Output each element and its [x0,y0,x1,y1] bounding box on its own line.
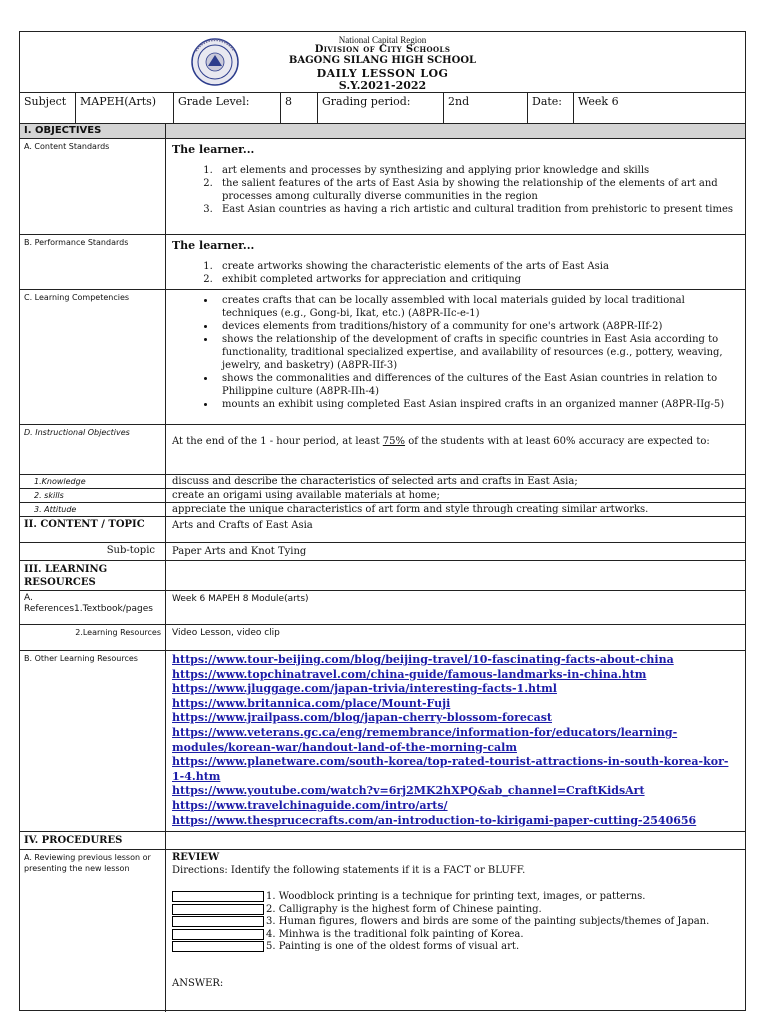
subtopic-row [20,543,745,561]
list-item: • creates crafts that can be locally assembled with local materials guided by local traditional techniques (e.g., Gong-bi, Ikat, etc.) (A8PR-IIc-e-1) [216,294,739,320]
date-value: Week 6 [578,95,619,108]
procedures-heading-row [20,832,745,850]
learning-competencies-list [172,294,739,411]
learning-materials-label: 2.Learning Resources [20,625,166,650]
list-item: • devices elements from traditions/history of a community for one's artwork (A8PR-IIf-2) [216,320,739,333]
content-standards-intro: The learner... [172,143,255,156]
instructional-objectives-text [166,425,745,474]
review-statement-2 [172,904,739,917]
learning-resources-heading: III. LEARNING RESOURCES [20,561,166,590]
statement-text: 2. Calligraphy is the highest form of Chinese painting. [266,903,542,915]
document-title: DAILY LESSON LOG [316,67,449,80]
resource-link[interactable]: https://www.travelchinaguide.com/intro/arts/ [172,798,448,812]
resource-link[interactable]: https://www.youtube.com/watch?v=6rj2MK2hXPQ&ab_channel=CraftKidsArt [172,784,645,798]
knowledge-label: 1.Knowledge [20,475,166,488]
content-topic-label: II. CONTENT / TOPIC [20,517,166,542]
resource-link[interactable]: https://www.britannica.com/place/Mount-Fuji [172,696,451,710]
skills-row [20,489,745,503]
review-cell [166,850,745,1012]
instructional-percent: 75% [382,436,406,447]
attitude-row [20,503,745,517]
list-item: • shows the commonalities and differences of the cultures of the East Asian countries in relation to Philippine culture (A8PR-IIh-4) [216,372,739,398]
learning-materials-value: Video Lesson, video clip [172,628,280,638]
period-value: 2nd [444,93,528,123]
performance-standards-cell [166,235,745,289]
objectives-heading-blank [166,124,745,138]
resource-link[interactable]: https://www.veterans.gc.ca/eng/remembrance/information-for/educators/learning-modules/korean-war/handout-land-of-the-morning-calm [172,725,678,754]
knowledge-row [20,475,745,489]
list-item: 3. East Asian countries as having a rich artistic and cultural tradition from prehistoric to present times [216,203,739,216]
answer-blank[interactable] [172,941,264,952]
objectives-heading: I. OBJECTIVES [20,124,166,138]
list-item: 1. art elements and processes by synthesizing and applying prior knowledge and skills [216,164,739,177]
learning-resources-blank [166,561,745,590]
region-label: National Capital Region [338,35,427,45]
division-label: Division of City Schools [314,44,451,55]
other-resources-links [166,651,745,831]
review-statement-4 [172,929,739,942]
document-header [20,32,745,92]
answer-blank[interactable] [172,929,264,940]
instructional-objectives-row [20,425,745,475]
statement-text: 4. Minhwa is the traditional folk painting of Korea. [266,928,524,940]
learning-resources-heading-row [20,561,745,591]
references-row [20,591,745,625]
school-name: BAGONG SILANG HIGH SCHOOL [288,55,477,66]
statement-text: 1. Woodblock printing is a technique for printing text, images, or patterns. [266,891,646,902]
answer-blank[interactable] [172,891,264,902]
procedures-heading-blank [166,832,745,849]
statement-text: 5. Painting is one of the oldest forms of visual art. [266,941,520,952]
procedures-heading: IV. PROCEDURES [20,832,166,849]
learning-competencies-label: C. Learning Competencies [20,290,166,424]
subtopic-label: Sub-topic [20,543,166,560]
list-item: 1. create artworks showing the characteristic elements of the arts of East Asia [216,260,739,273]
content-standards-cell [166,139,745,234]
list-item: 2. the salient features of the arts of East Asia by showing the relationship of the elements of art and processes among culturally diverse communities in the region [216,177,739,203]
resource-link[interactable]: https://www.topchinatravel.com/china-guide/famous-landmarks-in-china.htm [172,667,647,681]
skills-text: create an origami using available materials at home; [172,490,440,501]
date-label: Date: [528,93,574,123]
content-topic-value: Arts and Crafts of East Asia [172,520,313,531]
knowledge-text: discuss and describe the characteristics of selected arts and crafts in East Asia; [172,476,578,487]
performance-standards-label: B. Performance Standards [20,235,166,289]
instructional-text-after: of the students with at least 60% accuracy are expected to: [405,436,710,447]
list-item: 2. exhibit completed artworks for appreciation and critiquing [216,273,739,286]
info-row [20,92,745,124]
list-item: • mounts an exhibit using completed East Asian inspired crafts in an organized manner (A8PR-IIg-5) [216,398,739,411]
period-label: Grading period: [318,93,444,123]
school-year: S.Y.2021-2022 [338,79,427,92]
performance-standards-intro: The learner... [172,239,255,252]
references-value: Week 6 MAPEH 8 Module(arts) [172,594,309,604]
objectives-heading-row [20,124,745,139]
resource-link[interactable]: https://www.jluggage.com/japan-trivia/interesting-facts-1.html [172,682,557,696]
review-row [20,850,745,1012]
content-standards-label: A. Content Standards [20,139,166,234]
subject-label: Subject [20,93,76,123]
subject-value: MAPEH(Arts) [76,93,174,123]
content-standards-row [20,139,745,235]
learning-materials-row [20,625,745,651]
resource-link[interactable]: https://www.planetware.com/south-korea/top-rated-tourist-attractions-in-south-korea-kor-1-4.htm [172,755,729,783]
answer-blank[interactable] [172,916,264,927]
attitude-text: appreciate the unique characteristics of art form and style through creating similar artworks. [172,504,649,515]
grade-value: 8 [281,93,318,123]
instructional-objectives-label: D. Instructional Objectives [20,425,166,474]
review-title: REVIEW [172,852,220,863]
content-topic-row [20,517,745,543]
grade-label: Grade Level: [174,93,281,123]
review-directions: Directions: Identify the following statements if it is a FACT or BLUFF. [172,864,526,876]
content-standards-list [172,164,739,216]
resource-link[interactable]: https://www.thespruсecrafts.com/an-introduction-to-kirigami-paper-cutting-2540656 [172,813,697,827]
resource-link[interactable]: https://www.tour-beijing.com/blog/beijing-travel/10-fascinating-facts-about-china [172,653,674,666]
lesson-log-page [19,31,746,1011]
answer-label: ANSWER: [172,977,224,989]
learning-competencies-cell [166,290,745,424]
performance-standards-row [20,235,745,290]
performance-standards-list [172,260,739,286]
other-resources-label: B. Other Learning Resources [20,651,166,831]
learning-competencies-row [20,290,745,425]
skills-label: 2. skills [20,489,166,502]
review-statement-1 [172,891,739,904]
review-statement-5 [172,941,739,954]
statement-text: 3. Human figures, flowers and birds are some of the painting subjects/themes of Japan. [266,916,710,927]
review-label: A. Reviewing previous lesson or presenting the new lesson [20,850,166,1012]
attitude-label: 3. Attitude [20,503,166,516]
review-statement-3 [172,916,739,929]
other-resources-row [20,651,745,832]
list-item: • shows the relationship of the development of crafts in specific countries in East Asia according to functionality, traditional specialized expertise, and availability of resources (e.g., pottery, weaving, jewelry, and basketry) (A8PR-IIf-3) [216,333,739,372]
instructional-text-before: At the end of the 1 - hour period, at least [172,436,383,447]
subtopic-value: Paper Arts and Knot Tying [172,546,307,557]
resource-link[interactable]: https://www.jrailpass.com/blog/japan-cherry-blossom-forecast [172,711,552,725]
answer-blank[interactable] [172,904,264,915]
references-label: A. References1.Textbook/pages [20,591,166,624]
